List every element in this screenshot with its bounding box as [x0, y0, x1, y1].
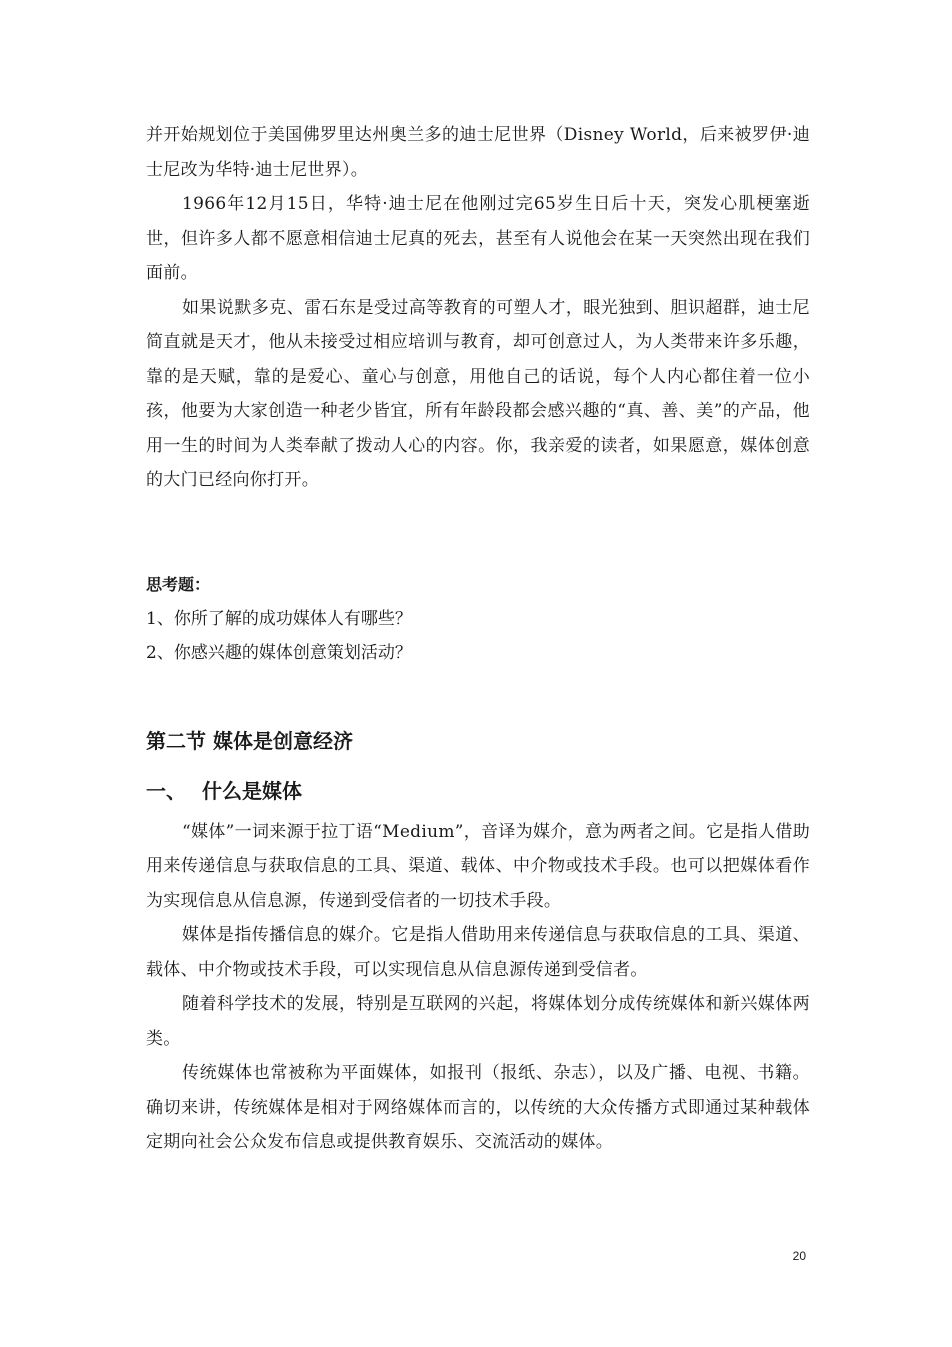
paragraph-disney-death: 1966年12月15日，华特·迪士尼在他刚过完65岁生日后十天，突发心肌梗塞逝世，但许多人都不愿意相信迪士尼真的死去，甚至有人说他会在某一天突然出现在我们面前。	[146, 194, 810, 283]
question-item-2: 2、你感兴趣的媒体创意策划活动？	[146, 643, 412, 663]
paragraph-media-definition: 媒体是指传播信息的媒介。它是指人借助用来传递信息与获取信息的工具、渠道、载体、中介物或技术手段，可以实现信息从信息源传递到受信者。	[146, 925, 810, 980]
paragraph-disney-world: 并开始规划位于美国佛罗里达州奥兰多的迪士尼世界（Disney World，后来被罗伊·迪士尼改为华特·迪士尼世界）。	[146, 125, 810, 180]
subsection-heading	[146, 771, 810, 811]
paragraph-traditional-media: 传统媒体也常被称为平面媒体，如报刊（报纸、杂志），以及广播、电视、书籍。确切来讲，传统媒体是相对于网络媒体而言的，以传统的大众传播方式即通过某种载体定期向社会公众发布信息或提供教育娱乐、交流活动的媒体。	[146, 1063, 810, 1152]
page-number: 20	[792, 1249, 806, 1263]
subsection-title: 什么是媒体	[202, 778, 302, 803]
section-title: 第二节 媒体是创意经济	[146, 728, 353, 753]
paragraph-media-types: 随着科学技术的发展，特别是互联网的兴起，将媒体划分成传统媒体和新兴媒体两类。	[146, 994, 810, 1049]
questions-title: 思考题：	[146, 574, 211, 594]
subsection-number: 一、	[146, 778, 186, 803]
spacer	[146, 498, 810, 568]
paragraph-disney-genius: 如果说默多克、雷石东是受过高等教育的可塑人才，眼光独到、胆识超群，迪士尼简直就是天才，他从未接受过相应培训与教育，却可创意过人，为人类带来许多乐趣，靠的是天赋，靠的是爱心、童心与创意，用他自己的话说，每个人内心都住着一位小孩，他要为大家创造一种老少皆宜，所有年龄段都会感兴趣的“真、善、美”的产品，他用一生的时间为人类奉献了拨动人心的内容。你，我亲爱的读者，如果愿意，媒体创意的大门已经向你打开。	[146, 297, 810, 490]
page-content	[146, 118, 810, 1160]
question-item-1: 1、你所了解的成功媒体人有哪些？	[146, 608, 412, 629]
paragraph-media-origin: “媒体”一词来源于拉丁语“Medium”，音译为媒介，意为两者之间。它是指人借助用来传递信息与获取信息的工具、渠道、载体、中介物或技术手段。也可以把媒体看作为实现信息从信息源，传递到受信者的一切技术手段。	[146, 821, 810, 911]
spacer	[146, 671, 810, 721]
